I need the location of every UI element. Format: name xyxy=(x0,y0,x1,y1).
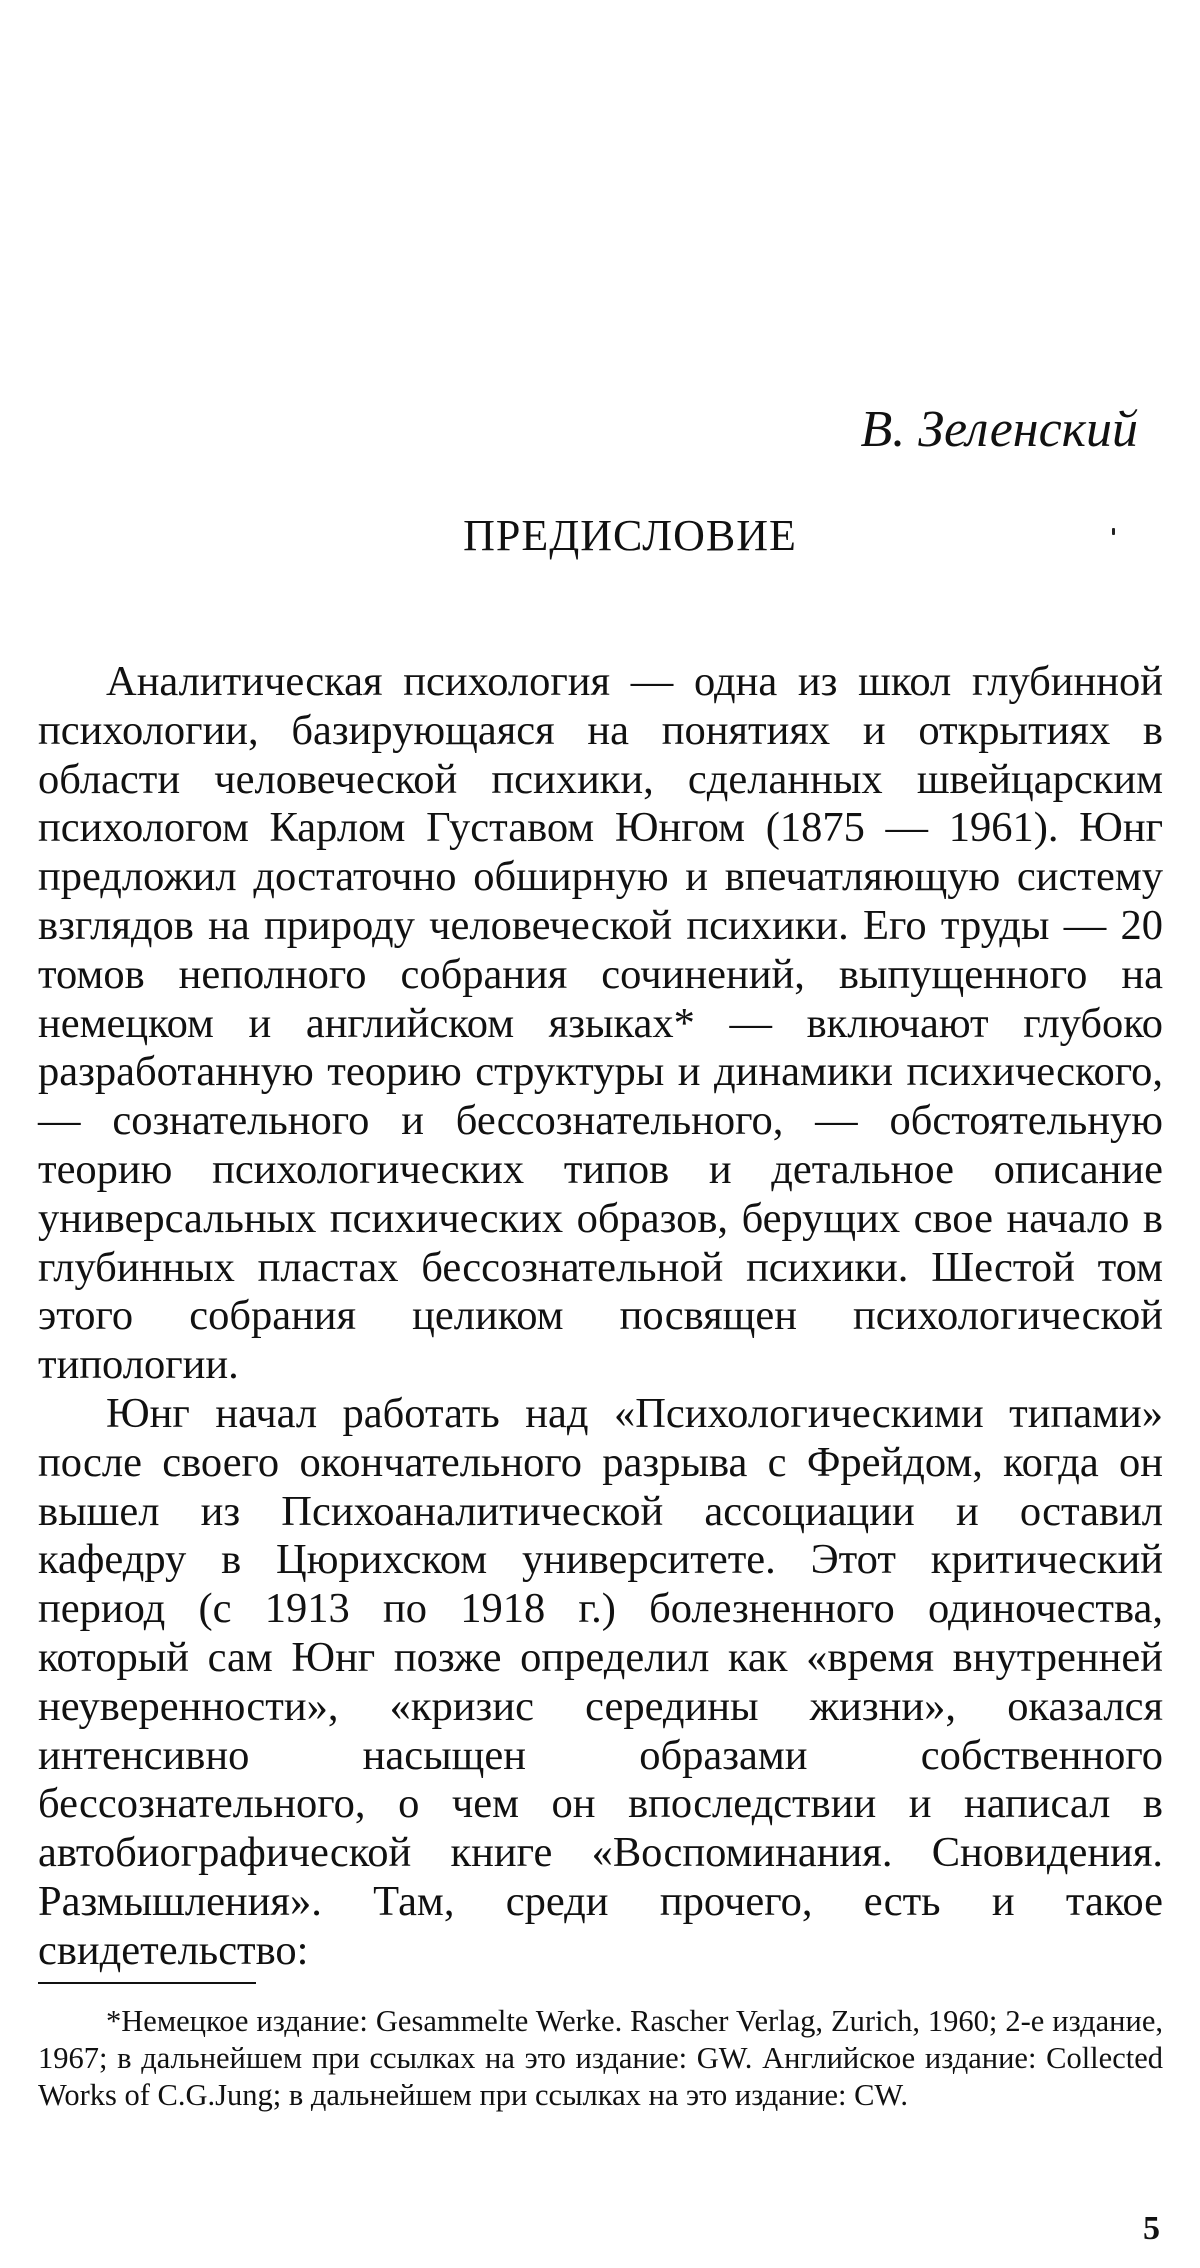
footnote-divider xyxy=(38,1982,256,1984)
print-speck xyxy=(1112,528,1115,535)
body-text xyxy=(38,658,1163,1976)
paragraph-1: Аналитическая психология — одна из школ глубинной психологии, базирующаяся на понятиях и открытиях в области человеческой психики, сделанных швейцарским психологом Карлом Густавом Юнгом (1875 — 1961). Юнг предложил достаточно обширную и впечатляющую систему взглядов на природу человеческой психики. Его труды — 20 томов неполного собрания сочинений, выпущенного на немецком и английском языках* — включают глубоко разработанную теорию структуры и динамики психического, — сознательного и бессознательного, — обстоятельную теорию психологических типов и детальное описание универсальных психических образов, берущих свое начало в глубинных пластах бессознательной психики. Шестой том этого собрания целиком посвящен психологической типологии. xyxy=(38,658,1163,1389)
author-name: В. Зеленский xyxy=(860,401,1138,458)
page-title: ПРЕДИСЛОВИЕ xyxy=(463,511,797,560)
paragraph-2: Юнг начал работать над «Психологическими типами» после своего окончательного разрыва с Фрейдом, когда он вышел из Психоаналитической ассоциации и оставил кафедру в Цюрихском университете. Этот критический период (с 1913 по 1918 г.) болезненного одиночества, который сам Юнг позже определил как «время внутренней неуверенности», «кризис середины жизни», оказался интенсивно насыщен образами собственного бессознательного, о чем он впоследствии и написал в автобиографической книге «Воспоминания. Сновидения. Размышления». Там, среди прочего, есть и такое свидетельство: xyxy=(38,1389,1163,1974)
page-number: 5 xyxy=(1143,2210,1160,2247)
footnote: *Немецкое издание: Gesammelte Werke. Rascher Verlag, Zurich, 1960; 2-е издание, 1967; в дальнейшем при ссылках на это издание: GW. Английское издание: Collected Works of C.G.Jung; в дальнейшем при ссылках на это издание: CW. xyxy=(38,2004,1163,2112)
